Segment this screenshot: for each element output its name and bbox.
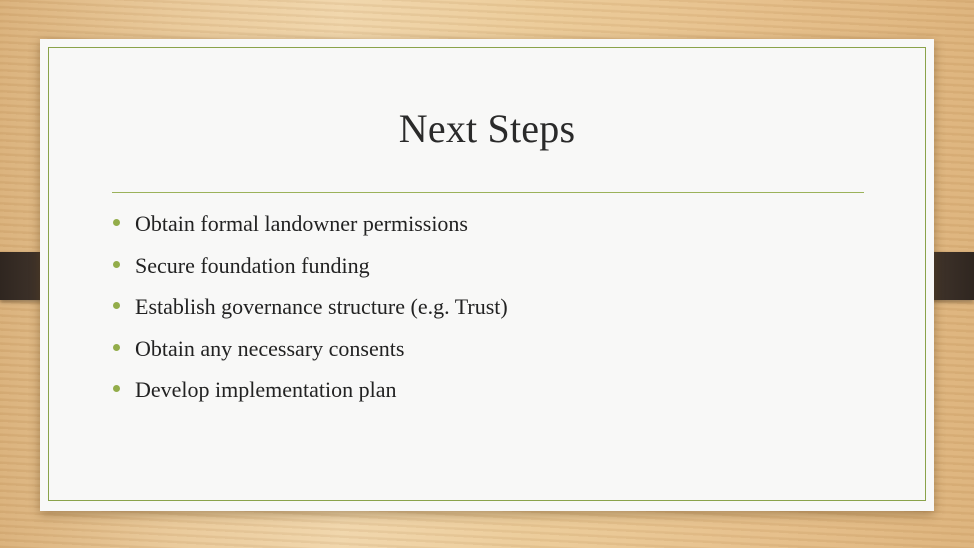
slide-title: Next Steps: [398, 106, 576, 151]
bullet-item: [110, 292, 508, 334]
title-divider: [112, 192, 864, 193]
bullet-dot-icon: [113, 302, 120, 309]
bullet-text: Secure foundation funding: [135, 252, 370, 278]
bullet-text: Establish governance structure (e.g. Trust): [135, 294, 508, 319]
bullet-dot-icon: [113, 261, 120, 268]
bullet-item: [110, 375, 508, 417]
bullet-item: [110, 251, 508, 293]
slide: [40, 39, 934, 511]
bullet-item: [110, 209, 508, 251]
bullet-dot-icon: [113, 385, 120, 392]
bullet-dot-icon: [113, 219, 120, 226]
bullet-item: [110, 334, 508, 376]
bullet-text: Obtain formal landowner permissions: [135, 211, 468, 236]
bullet-text: Develop implementation plan: [135, 377, 397, 402]
bullet-list: [110, 209, 508, 417]
bullet-text: Obtain any necessary consents: [135, 335, 405, 361]
bullet-dot-icon: [113, 344, 120, 351]
